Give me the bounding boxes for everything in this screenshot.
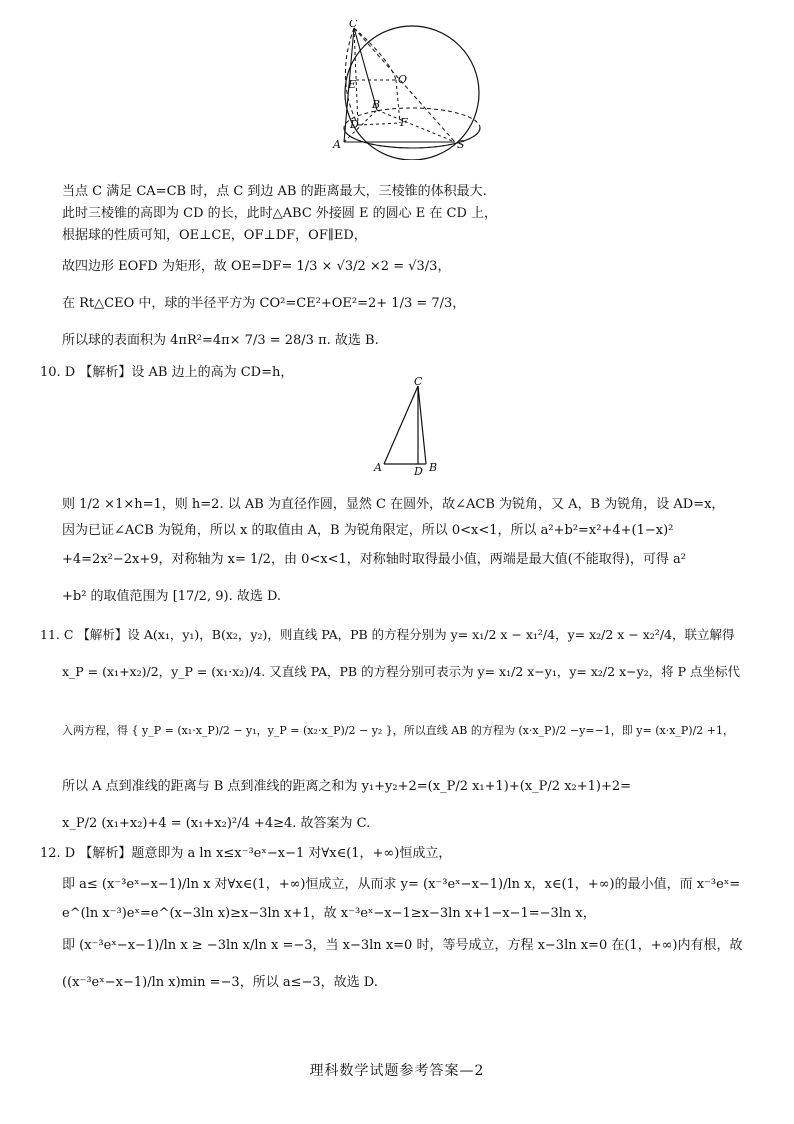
- sphere-label-o: O: [398, 73, 408, 86]
- q9-line-2: 此时三棱锥的高即为 CD 的长，此时△ABC 外接圆 E 的圆心 E 在 CD 上，: [62, 206, 498, 221]
- q10-line-3: 因为已证∠ACB 为锐角，所以 x 的取值由 A，B 为锐角限定，所以 0<x<1，所以 a²+b²=x²+4+(1−x)²: [62, 523, 674, 538]
- triangle-figure: [370, 376, 450, 476]
- triangle-label-c: C: [414, 376, 423, 388]
- sphere-label-c: C: [349, 20, 358, 30]
- sphere-label-b: B: [372, 98, 381, 111]
- q11-line-1: 11. C 【解析】设 A(x₁，y₁)，B(x₂，y₂)，则直线 PA，PB 的方程分别为 y= x₁/2 x − x₁²/4，y= x₂/2 x − x₂²/4，联立解得: [40, 627, 735, 642]
- q12-line-2: 即 a≤ (x⁻³eˣ−x−1)/ln x 对∀x∈(1，+∞)恒成立，从而求 y= (x⁻³eˣ−x−1)/ln x，x∈(1，+∞)的最小值，而 x⁻³eˣ=: [62, 877, 741, 892]
- q11-line-2: x_P = (x₁+x₂)/2，y_P = (x₁·x₂)/4. 又直线 PA，PB 的方程分别可表示为 y= x₁/2 x−y₁，y= x₂/2 x−y₂，将 P 点坐标代: [62, 664, 741, 679]
- q12-line-3: e^(ln x⁻³)eˣ=e^(x−3ln x)≥x−3ln x+1，故 x⁻³eˣ−x−1≥x−3ln x+1−x−1=−3ln x，: [62, 906, 596, 921]
- q12-line-1: 12. D 【解析】题意即为 a ln x≤x⁻³eˣ−x−1 对∀x∈(1，+∞)恒成立，: [40, 846, 452, 861]
- sphere-label-e: E: [348, 78, 357, 91]
- page-footer: 理科数学试题参考答案—2: [309, 1063, 485, 1079]
- triangle-label-b: B: [429, 461, 438, 474]
- q11-line-5: x_P/2 (x₁+x₂)+4 = (x₁+x₂)²/4 +4≥4. 故答案为 C.: [62, 816, 371, 831]
- q12-line-5: ((x⁻³eˣ−x−1)/ln x)min =−3，所以 a≤−3，故选 D.: [62, 975, 378, 990]
- q9-line-6: 所以球的表面积为 4πR²=4π× 7/3 = 28/3 π. 故选 B.: [62, 333, 379, 348]
- q10-line-4: +4=2x²−2x+9，对称轴为 x= 1/2，由 0<x<1，对称轴时取得最小值，两端是最大值(不能取得)，可得 a²: [62, 552, 686, 567]
- q9-line-4: 故四边形 EOFD 为矩形，故 OE=DF= 1/3 × √3/2 ×2 = √3/3，: [62, 259, 451, 274]
- sphere-figure: [330, 20, 490, 160]
- q9-line-1: 当点 C 满足 CA=CB 时，点 C 到边 AB 的距离最大，三棱锥的体积最大.: [62, 184, 487, 199]
- q10-line-2: 则 1/2 ×1×h=1，则 h=2. 以 AB 为直径作圆，显然 C 在圆外，故∠ACB 为锐角，又 A，B 为锐角，设 AD=x，: [62, 497, 725, 512]
- sphere-label-a: A: [333, 138, 341, 151]
- triangle-label-d: D: [414, 465, 423, 476]
- sphere-label-s: S: [457, 138, 465, 151]
- sphere-label-d: D: [350, 118, 359, 131]
- q9-line-3: 根据球的性质可知，OE⊥CE，OF⊥DF，OF∥ED，: [62, 228, 367, 243]
- sphere-label-f: F: [400, 116, 408, 129]
- q11-line-4: 所以 A 点到准线的距离与 B 点到准线的距离之和为 y₁+y₂+2=(x_P/2 x₁+1)+(x_P/2 x₂+1)+2=: [62, 779, 632, 794]
- q9-line-5: 在 Rt△CEO 中，球的半径平方为 CO²=CE²+OE²=2+ 1/3 = 7/3，: [62, 296, 466, 311]
- triangle-label-a: A: [374, 461, 382, 474]
- q10-line-5: +b² 的取值范围为 [17/2, 9). 故选 D.: [62, 589, 282, 604]
- q11-line-3: 入两方程，得 { y_P = (x₁·x_P)/2 − y₁，y_P = (x₂·x_P)/2 − y₂ }，所以直线 AB 的方程为 (x·x_P)/2 −y=−1，即 y= (x·x_P)/2 +1，: [62, 724, 735, 737]
- q12-line-4: 即 (x⁻³eˣ−x−1)/ln x ≥ −3ln x/ln x =−3，当 x−3ln x=0 时，等号成立，方程 x−3ln x=0 在(1，+∞)内有根，故: [62, 938, 743, 953]
- q10-line-1: 10. D 【解析】设 AB 边上的高为 CD=h，: [40, 365, 294, 380]
